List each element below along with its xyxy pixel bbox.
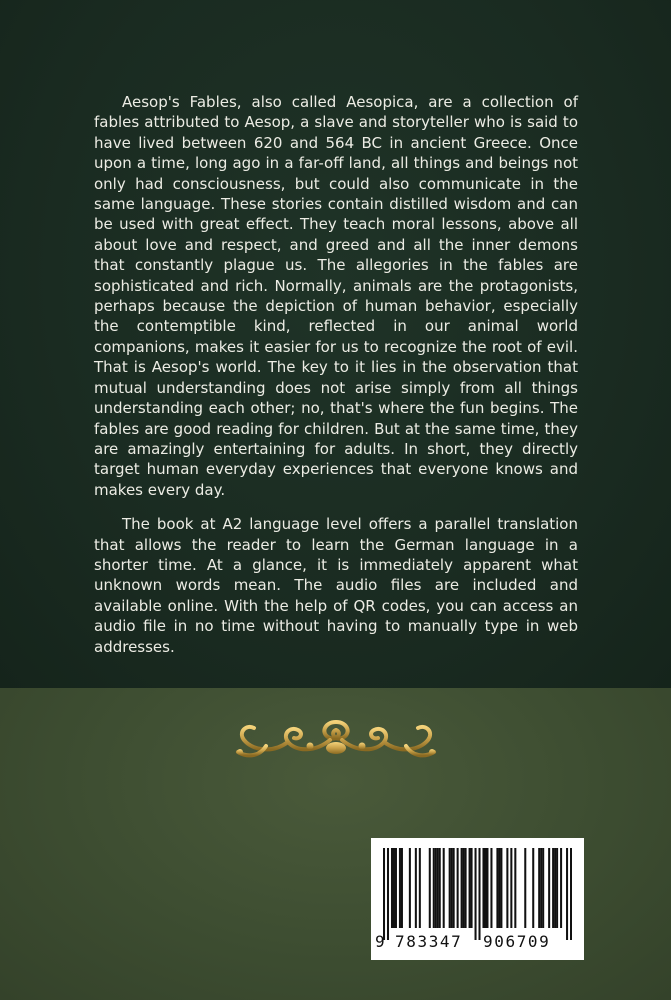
barcode-bar [548,848,550,928]
barcode-bar [524,848,526,928]
barcode-bar [415,848,417,928]
barcode-bar [556,848,558,928]
barcode-bar [463,848,465,928]
barcode-bar [484,848,486,928]
back-cover-blurb [94,92,578,657]
barcode-bar [496,848,498,928]
isbn-left-group: 783347 [395,932,463,951]
barcode-bar [453,848,455,928]
barcode-bar [387,848,389,940]
isbn-barcode [371,838,584,960]
barcode-bar [435,848,437,928]
blurb-paragraph-1: Aesop's Fables, also called Aesopica, are a collection of fables attributed to Aesop, a slave and storyteller who is said to have lived between 620 and 564 BC in ancient Greece. Once upon a time, long ago in a far-off land, all things and beings not only had consciousness, but could also communicate in the same language. These stories contain distilled wisdom and can be used with great effect. They teach moral lessons, above all about love and respect, and greed and all the inner demons that constantly plague us. The allegories in the fables are sophisticated and rich. Normally, animals are the protagonists, perhaps because the depiction of human behavior, especially the contemptible kind, reflected in our animal world companions, makes it easier for us to recognize the root of evil. That is Aesop's world. The key to it lies in the observation that mutual understanding does not arise simply from all things understanding each other; no, that's where the fun begins. The fables are good reading for children. But at the same time, they are amazingly entertaining for adults. In short, they directly target human everyday experiences that everyone knows and makes every day. [94,93,578,499]
isbn-digits [371,930,584,954]
barcode-bar [471,848,473,928]
barcode-bar [478,848,480,940]
barcode-bar [514,848,516,928]
barcode-bar [542,848,544,928]
barcode-bar [554,848,556,928]
isbn-right-group: 906709 [483,932,551,951]
barcode-bar [437,848,439,928]
barcode-bar [401,848,403,928]
barcode-bar [449,848,451,928]
barcode-bar [461,848,463,928]
barcode-bar [391,848,393,928]
barcode-bar [419,848,421,928]
blurb-paragraph-2: The book at A2 language level offers a parallel translation that allows the reader to learn the German language in a shorter time. At a glance, it is immediately apparent what unknown words mean. The audio files are included and available online. With the help of QR codes, you can access an audio file in no time without having to manually type in web addresses. [94,515,578,656]
barcode-bar [429,848,431,928]
barcode-bar [538,848,540,928]
barcode-bar [532,848,534,928]
barcode-bar [566,848,568,940]
barcode-bar [486,848,488,928]
isbn-lead-digit: 9 [375,932,385,951]
barcode-bar [383,848,385,940]
barcode-bar [475,848,477,940]
barcode-bar [552,848,554,928]
barcode-bar [506,848,508,928]
barcode-bar [482,848,484,928]
barcode-bar [540,848,542,928]
barcode-bar [490,848,492,928]
barcode-bar [443,848,445,928]
barcode-bar [399,848,401,928]
barcode-bar [439,848,441,928]
barcode-bar [500,848,502,928]
barcode-bar [560,848,562,928]
barcode-bar [465,848,467,928]
barcode-bar [395,848,397,928]
barcode-bar [498,848,500,928]
barcode-bar [393,848,395,928]
barcode-bar [409,848,411,928]
barcode-bar [433,848,435,928]
barcode-bar [469,848,471,928]
barcode-bar [510,848,512,928]
barcode-bar [570,848,572,940]
barcode-bar [457,848,459,928]
gold-ornament-icon [226,712,446,766]
barcode-bars [383,848,572,940]
barcode-bar [451,848,453,928]
